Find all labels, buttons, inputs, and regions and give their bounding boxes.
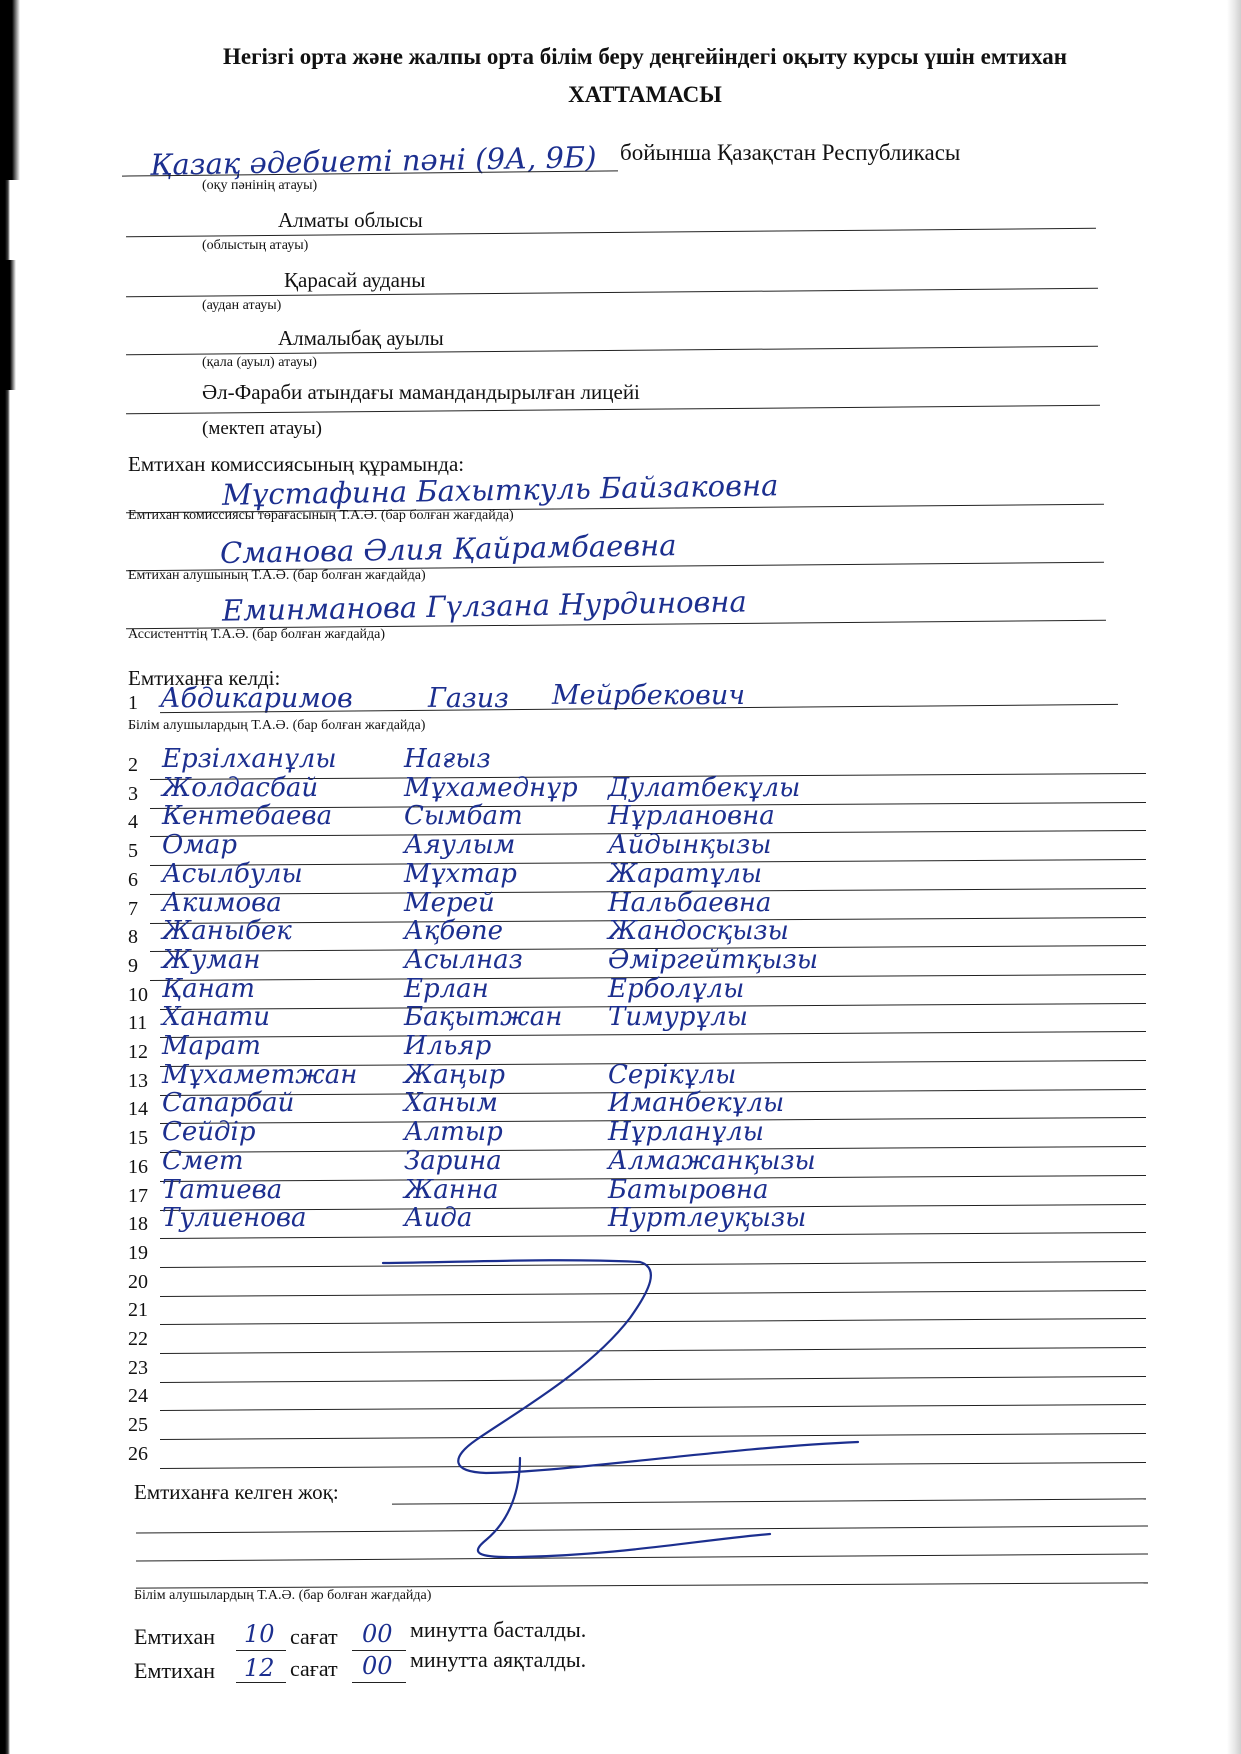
end-exam-word: Емтихан <box>134 1658 215 1683</box>
student-number-21: 21 <box>128 1299 148 1321</box>
student-17-name: Жанна <box>404 1175 499 1205</box>
commission-heading: Емтихан комиссиясының құрамында: <box>128 452 465 476</box>
student-3-name: Мұхамеднұр <box>404 773 578 803</box>
absent-heading: Емтиханға келген жоқ: <box>134 1480 339 1504</box>
student-number-14: 14 <box>128 1098 148 1120</box>
student-15-name: Алтыр <box>404 1117 503 1147</box>
attended-heading: Емтиханға келді: <box>128 666 281 690</box>
student-number-22: 22 <box>128 1328 148 1350</box>
student-2-surname: Ерзілханұлы <box>162 744 337 774</box>
student-8-name: Ақбөпе <box>404 916 504 946</box>
student-9-name: Асылназ <box>404 945 523 975</box>
student-1-surname: Абдикаримов <box>160 683 353 714</box>
student-7-patronymic: Нальбаевна <box>608 888 772 918</box>
student-12-name: Ильяр <box>404 1031 492 1061</box>
subject-caption: (оқу пәнінің атауы) <box>202 178 318 193</box>
student-10-patronymic: Ерболұлы <box>608 974 745 1004</box>
student-18-surname: Тулиенова <box>162 1203 307 1233</box>
student-17-patronymic: Батыровна <box>608 1175 769 1205</box>
student-4-name: Сымбат <box>404 801 523 831</box>
student-13-surname: Мұхаметжан <box>162 1060 358 1090</box>
examiner-caption: Емтихан алушының Т.А.Ә. (бар болған жағдайда) <box>128 568 426 583</box>
student-11-patronymic: Тимурұлы <box>608 1002 748 1032</box>
student-number-13: 13 <box>128 1070 148 1092</box>
examiner-name: Сманова Әлия Қайрамбаевна <box>219 528 677 570</box>
student-16-name: Зарина <box>404 1146 502 1176</box>
student-5-surname: Омар <box>162 830 238 860</box>
assistant-caption: Ассистенттің Т.А.Ә. (бар болған жағдайда) <box>128 627 386 642</box>
student-5-name: Аяулым <box>404 830 516 860</box>
student-10-surname: Қанат <box>162 974 255 1004</box>
student-number-16: 16 <box>128 1156 148 1178</box>
village-caption: (қала (ауыл) атауы) <box>202 355 317 370</box>
student-6-patronymic: Жаратұлы <box>608 859 763 889</box>
student-3-surname: Жолдасбай <box>162 773 319 803</box>
end-hour-word: сағат <box>290 1656 338 1681</box>
student-15-surname: Сейдір <box>162 1117 256 1147</box>
student-number-12: 12 <box>128 1041 148 1063</box>
student-15-patronymic: Нұрланұлы <box>608 1117 764 1147</box>
student-8-patronymic: Жандосқызы <box>608 916 789 946</box>
village-value: Алмалыбақ ауылы <box>278 326 444 350</box>
student-7-name: Мерей <box>404 888 495 918</box>
chairman-caption: Емтихан комиссиясы төрағасының Т.А.Ә. (бар болған жағдайда) <box>128 508 514 523</box>
end-minute: 00 <box>362 1652 393 1680</box>
student-number-4: 4 <box>128 811 138 833</box>
student-18-name: Аида <box>404 1203 473 1233</box>
student-number-3: 3 <box>128 783 138 805</box>
student-6-surname: Асылбулы <box>162 859 303 889</box>
student-number-10: 10 <box>128 984 148 1006</box>
assistant-name: Еминманова Гүлзана Нурдиновна <box>221 584 748 628</box>
student-number-26: 26 <box>128 1443 148 1465</box>
student-number-5: 5 <box>128 840 138 862</box>
student-14-name: Ханым <box>404 1088 498 1118</box>
start-minute: 00 <box>362 1620 393 1648</box>
absent-caption: Білім алушылардың Т.А.Ә. (бар болған жағдайда) <box>134 1588 432 1603</box>
student-6-name: Мұхтар <box>404 859 517 889</box>
student-3-patronymic: Дулатбекұлы <box>608 773 801 803</box>
student-16-patronymic: Алмажанқызы <box>608 1146 816 1176</box>
student-9-surname: Жуман <box>162 945 261 975</box>
student-number-19: 19 <box>128 1242 148 1264</box>
student-13-name: Жаңыр <box>404 1060 506 1090</box>
student-10-name: Ерлан <box>404 974 489 1004</box>
student-17-surname: Татиева <box>162 1175 283 1205</box>
students-caption: Білім алушылардың Т.А.Ә. (бар болған жағдайда) <box>128 718 426 733</box>
student-number-11: 11 <box>128 1012 148 1034</box>
district-caption: (аудан атауы) <box>202 298 282 313</box>
school-caption: (мектеп атауы) <box>202 418 322 439</box>
student-16-surname: Смет <box>162 1146 244 1176</box>
student-number-6: 6 <box>128 869 138 891</box>
student-number-17: 17 <box>128 1185 148 1207</box>
school-value: Әл-Фараби атындағы мамандандырылған лицейі <box>202 380 640 404</box>
student-8-surname: Жаныбек <box>162 916 292 946</box>
title-line-1: Негізгі орта және жалпы орта білім беру деңгейіндегі оқыту курсы үшін емтихан <box>222 44 1067 69</box>
student-11-surname: Ханати <box>162 1002 271 1032</box>
student-number-23: 23 <box>128 1357 148 1379</box>
region-value: Алматы облысы <box>278 208 423 232</box>
student-9-patronymic: Әміргейтқызы <box>608 945 819 975</box>
student-number-18: 18 <box>128 1213 148 1235</box>
student-4-surname: Кентебаева <box>162 801 333 831</box>
start-hour-word: сағат <box>290 1624 338 1649</box>
strike-mark-path <box>383 1260 858 1557</box>
student-14-patronymic: Иманбекұлы <box>608 1088 785 1118</box>
title-line-2: ХАТТАМАСЫ <box>568 82 722 107</box>
student-number-15: 15 <box>128 1127 148 1149</box>
chairman-name: Мұстафина Бахыткуль Байзаковна <box>221 468 779 512</box>
student-1-patronymic: Мейрбекович <box>552 680 746 711</box>
student-number-9: 9 <box>128 955 138 977</box>
student-number-24: 24 <box>128 1385 148 1407</box>
student-11-name: Бақытжан <box>404 1002 563 1032</box>
student-number-20: 20 <box>128 1271 148 1293</box>
student-number-1: 1 <box>128 692 138 714</box>
student-number-8: 8 <box>128 926 138 948</box>
start-exam-word: Емтихан <box>134 1624 215 1649</box>
student-number-25: 25 <box>128 1414 148 1436</box>
student-18-patronymic: Нуртлеуқызы <box>608 1203 807 1233</box>
end-hour: 12 <box>244 1654 275 1682</box>
student-2-name: Нағыз <box>404 744 491 774</box>
student-13-patronymic: Серікұлы <box>608 1060 737 1090</box>
student-1-name: Газиз <box>428 683 509 714</box>
student-14-surname: Сапарбай <box>162 1088 295 1118</box>
start-hour: 10 <box>244 1620 275 1648</box>
student-number-7: 7 <box>128 898 138 920</box>
subject-handwritten: Қазақ әдебиеті пәні (9А, 9Б) <box>149 140 597 182</box>
district-value: Қарасай ауданы <box>284 268 426 292</box>
end-text: минутта аяқталды. <box>410 1647 587 1672</box>
student-4-patronymic: Нұрлановна <box>608 801 775 831</box>
student-12-surname: Марат <box>162 1031 261 1061</box>
student-7-surname: Акимова <box>162 888 282 918</box>
student-5-patronymic: Айдынқызы <box>608 830 772 860</box>
region-caption: (облыстың атауы) <box>202 238 309 253</box>
student-number-2: 2 <box>128 754 138 776</box>
start-text: минутта басталды. <box>410 1617 587 1642</box>
subject-suffix: бойынша Қазақстан Республикасы <box>620 140 961 165</box>
